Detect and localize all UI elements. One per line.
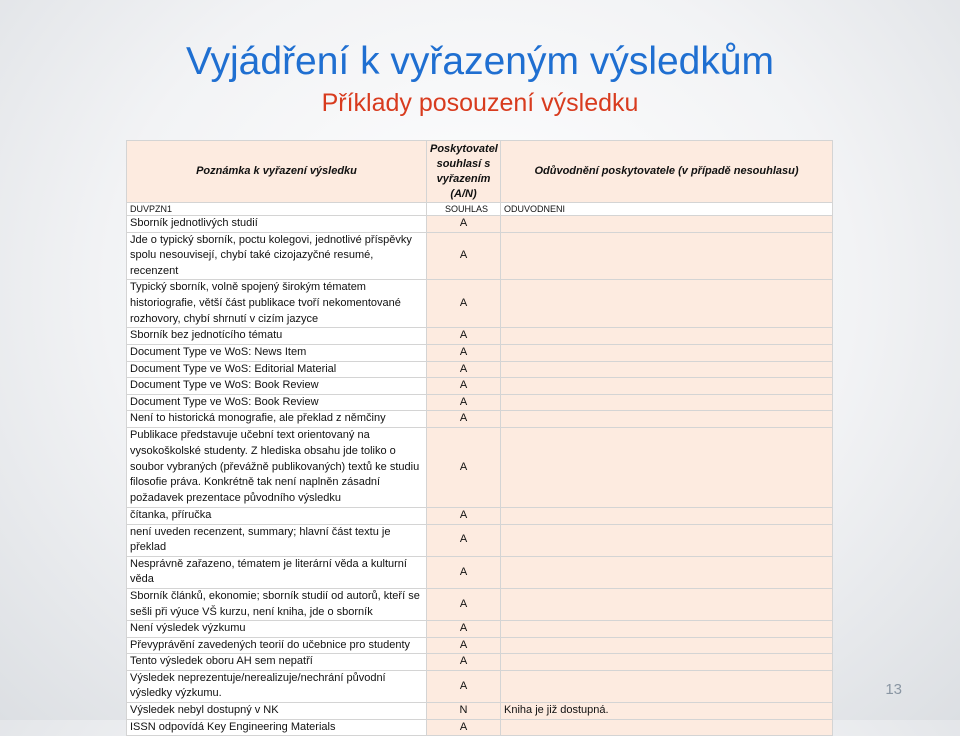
note-cell: Publikace představuje učební text orientovaný na vysokoškolské studenty. Z hlediska obsahu jde toliko o soubor vybraných (převážně publikovaných) textů ke studiu filosofie práva. Konkrétně tak není naplněn zásadní požadavek prezentace původního výsledku	[127, 427, 427, 507]
table-row	[127, 621, 833, 638]
note-cell: Sborník článků, ekonomie; sborník studií od autorů, kteří se sešli při výuce VŠ kurzu, není kniha, jde o sborník	[127, 588, 427, 620]
note-cell: Sborník bez jednotícího tématu	[127, 328, 427, 345]
justification-cell	[501, 394, 833, 411]
agree-cell: A	[427, 621, 501, 638]
agree-cell: A	[427, 719, 501, 736]
code-agree: SOUHLAS	[427, 203, 501, 216]
note-cell: Document Type ve WoS: Book Review	[127, 394, 427, 411]
agree-cell: N	[427, 703, 501, 720]
table-row	[127, 556, 833, 588]
justification-cell	[501, 280, 833, 328]
note-cell: Výsledek nebyl dostupný v NK	[127, 703, 427, 720]
table-row	[127, 280, 833, 328]
table-row	[127, 427, 833, 507]
agree-cell: A	[427, 427, 501, 507]
agree-cell: A	[427, 280, 501, 328]
note-cell: Není výsledek výzkumu	[127, 621, 427, 638]
agree-cell: A	[427, 232, 501, 280]
justification-cell	[501, 654, 833, 671]
justification-cell	[501, 344, 833, 361]
agree-cell: A	[427, 588, 501, 620]
justification-cell	[501, 216, 833, 233]
table-row	[127, 703, 833, 720]
agree-cell: A	[427, 328, 501, 345]
justification-cell	[501, 588, 833, 620]
table-row	[127, 588, 833, 620]
table-row	[127, 524, 833, 556]
agree-cell: A	[427, 216, 501, 233]
table-row	[127, 637, 833, 654]
slide-title: Vyjádření k vyřazeným výsledkům	[185, 40, 775, 83]
code-note: DUVPZN1	[127, 203, 427, 216]
spreadsheet-table	[126, 140, 832, 733]
agree-cell: A	[427, 361, 501, 378]
slide-subtitle: Příklady posouzení výsledku	[321, 89, 639, 117]
note-cell: Typický sborník, volně spojený širokým tématem historiografie, větší část publikace tvoří nekomentované rozhovory, chybí shrnutí v cizím jazyce	[127, 280, 427, 328]
justification-cell	[501, 670, 833, 702]
header-agree: Poskytovatel souhlasí s vyřazením (A/N)	[427, 141, 501, 203]
table-row	[127, 216, 833, 233]
note-cell: čítanka, příručka	[127, 507, 427, 524]
agree-cell: A	[427, 556, 501, 588]
note-cell: Převyprávění zavedených teorií do učebnice pro studenty	[127, 637, 427, 654]
page-number: 13	[885, 681, 902, 698]
table-row	[127, 328, 833, 345]
agree-cell: A	[427, 654, 501, 671]
justification-cell	[501, 507, 833, 524]
code-row	[127, 203, 833, 216]
table-row	[127, 378, 833, 395]
note-cell: ISSN odpovídá Key Engineering Materials	[127, 719, 427, 736]
agree-cell: A	[427, 378, 501, 395]
note-cell: Document Type ve WoS: Editorial Material	[127, 361, 427, 378]
table-row	[127, 654, 833, 671]
justification-cell: Kniha je již dostupná.	[501, 703, 833, 720]
agree-cell: A	[427, 637, 501, 654]
note-cell: Výsledek neprezentuje/nerealizuje/nechrání původní výsledky výzkumu.	[127, 670, 427, 702]
code-justification: ODUVODNENI	[501, 203, 833, 216]
justification-cell	[501, 524, 833, 556]
table-row	[127, 232, 833, 280]
justification-cell	[501, 411, 833, 428]
header-note: Poznámka k vyřazení výsledku	[127, 141, 427, 203]
note-cell: Jde o typický sborník, poctu kolegovi, jednotlivé příspěvky spolu nesouvisejí, chybí také cizojazyčné resumé, recenzent	[127, 232, 427, 280]
note-cell: Document Type ve WoS: Book Review	[127, 378, 427, 395]
justification-cell	[501, 328, 833, 345]
table-row	[127, 411, 833, 428]
table-row	[127, 507, 833, 524]
header-row	[127, 141, 833, 203]
table-row	[127, 670, 833, 702]
justification-cell	[501, 556, 833, 588]
justification-cell	[501, 637, 833, 654]
note-cell: Tento výsledek oboru AH sem nepatří	[127, 654, 427, 671]
justification-cell	[501, 427, 833, 507]
table-row	[127, 719, 833, 736]
agree-cell: A	[427, 670, 501, 702]
justification-cell	[501, 719, 833, 736]
justification-cell	[501, 361, 833, 378]
justification-cell	[501, 378, 833, 395]
note-cell: Nesprávně zařazeno, tématem je literární věda a kulturní věda	[127, 556, 427, 588]
note-cell: Document Type ve WoS: News Item	[127, 344, 427, 361]
header-justification: Odůvodnění poskytovatele (v případě nesouhlasu)	[501, 141, 833, 203]
agree-cell: A	[427, 524, 501, 556]
table-row	[127, 344, 833, 361]
note-cell: Sborník jednotlivých studií	[127, 216, 427, 233]
note-cell: Není to historická monografie, ale překlad z němčiny	[127, 411, 427, 428]
agree-cell: A	[427, 507, 501, 524]
justification-cell	[501, 621, 833, 638]
table-row	[127, 394, 833, 411]
agree-cell: A	[427, 394, 501, 411]
table-row	[127, 361, 833, 378]
justification-cell	[501, 232, 833, 280]
agree-cell: A	[427, 411, 501, 428]
note-cell: není uveden recenzent, summary; hlavní část textu je překlad	[127, 524, 427, 556]
agree-cell: A	[427, 344, 501, 361]
